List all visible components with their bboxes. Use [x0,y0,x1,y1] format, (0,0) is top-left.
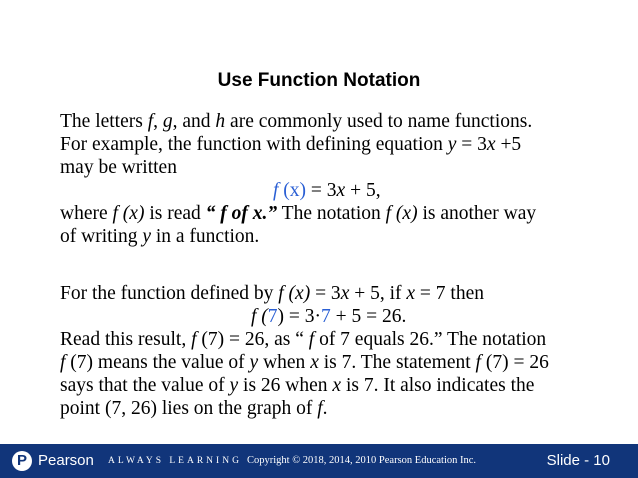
text-line: may be written [60,157,177,178]
pearson-logo-icon: P [12,451,32,471]
equation-f7: f (7) = 3·7 + 5 = 26. [251,306,407,327]
text-line: where f (x) is read “ f of x.” The notation f (x) is another way [60,203,537,224]
equation-fx: f (x) = 3x + 5, [273,180,381,201]
brand-name: Pearson [38,452,94,469]
slide-title: Use Function Notation [217,70,421,91]
slide-number: Slide - 10 [546,452,610,469]
text-line: says that the value of y is 26 when x is 7. It also indicates the [60,375,535,396]
tagline: ALWAYS LEARNING [108,456,242,466]
footer-bar [0,444,638,478]
text-line: f (7) means the value of y when x is 7. The statement f (7) = 26 [60,352,549,373]
text-line: point (7, 26) lies on the graph of f. [60,398,328,419]
paragraph-function-notation [60,110,620,248]
text-line: For the function defined by f (x) = 3x + 5, if x = 7 then [60,283,484,304]
text-line: For example, the function with defining equation y = 3x +5 [60,134,522,155]
paragraph-example [60,282,620,420]
text-line: The letters f, g, and h are commonly used to name functions. [60,111,533,132]
text-line: of writing y in a function. [60,226,260,247]
copyright-notice: Copyright © 2018, 2014, 2010 Pearson Education Inc. [247,455,477,466]
text-line: Read this result, f (7) = 26, as “ f of 7 equals 26.” The notation [60,329,547,350]
